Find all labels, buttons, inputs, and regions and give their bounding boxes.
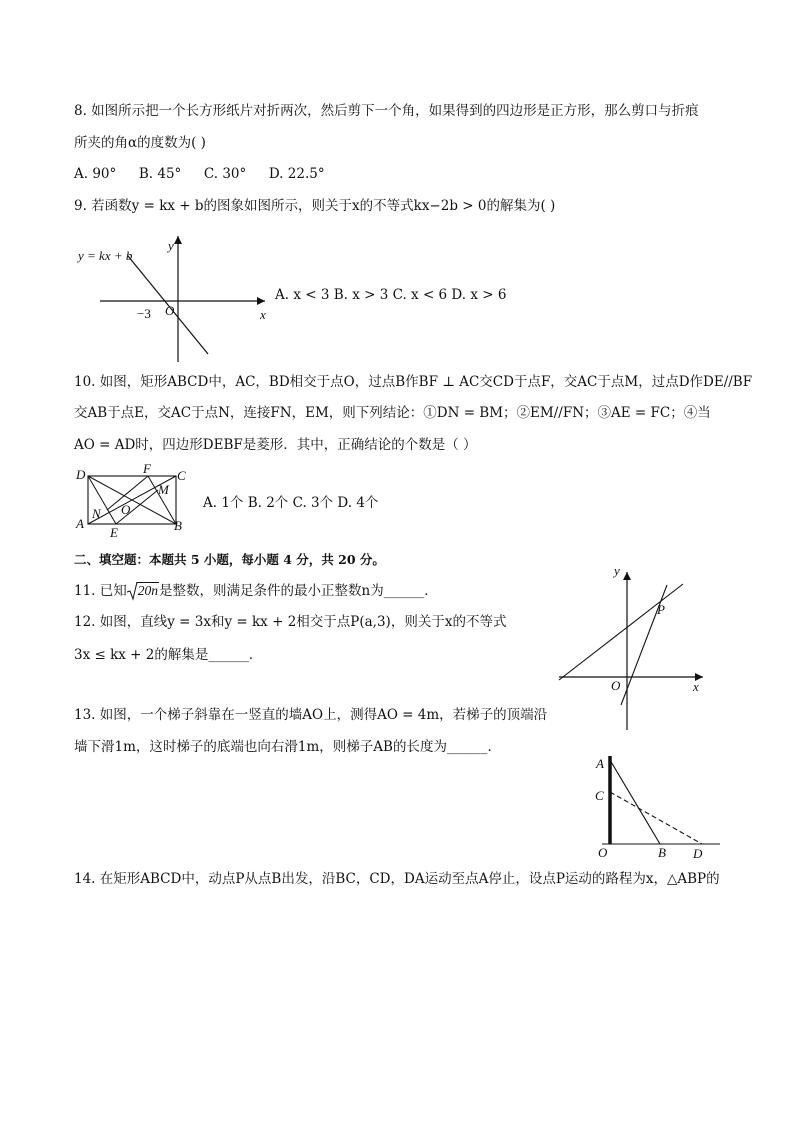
q10-label-e: E: [110, 525, 118, 540]
q8-option-d: D. 22.5°: [268, 166, 325, 182]
q13-label-b: B: [658, 845, 666, 860]
q11-radical-icon: [127, 581, 138, 601]
q13-label-o: O: [598, 845, 608, 860]
q10-label-o: O: [121, 502, 131, 517]
q13-label-a: A: [596, 756, 604, 771]
q13-ladder-ab: [610, 760, 660, 844]
q12-line-kx-b: [559, 584, 683, 680]
q13-label-d: D: [693, 846, 703, 860]
q13-ladder-figure: [590, 748, 725, 860]
q12-origin-label: O: [611, 678, 621, 693]
q9-x-arrow: [257, 297, 265, 305]
q10-label-b: B: [174, 518, 182, 533]
q9-origin-label: O: [165, 303, 175, 318]
q10-label-n: N: [92, 506, 101, 521]
q12-x-label: x: [693, 679, 699, 694]
q11-prefix: 11. 已知: [74, 583, 127, 599]
q13-line1: 13. 如图，一个梯子斜靠在一竖直的墙AO上，测得AO = 4m，若梯子的顶端沿: [74, 707, 548, 723]
q12-graph: [555, 560, 715, 735]
q9-stem: 9. 若函数y = kx + b的图象如图所示，则关于x的不等式kx−2b > 0的解集为( ): [74, 198, 556, 214]
q9-graph: [70, 226, 270, 368]
q9-intercept-label: −3: [137, 306, 151, 321]
q13-label-c: C: [595, 788, 604, 803]
q9-y-arrow: [174, 236, 182, 244]
q10-rectangle-figure: [72, 462, 192, 540]
q11-sqrt: [127, 582, 159, 600]
q10-label-f: F: [143, 462, 151, 476]
q8-option-b: B. 45°: [138, 166, 182, 182]
q13-line2: 墙下滑1m，这时梯子的底端也向右滑1m，则梯子AB的长度为______．: [74, 739, 501, 755]
q9-function-label: y = kx + b: [78, 248, 133, 263]
q12-line1: 12. 如图，直线y = 3x和y = kx + 2相交于点P(a,3)，则关于x的不等式: [74, 614, 507, 630]
q10-label-a: A: [76, 516, 84, 531]
q11-line: [74, 582, 438, 600]
q9-y-label: y: [168, 238, 174, 253]
q9-options: A. x < 3 B. x > 3 C. x < 6 D. x > 6: [275, 287, 507, 303]
q13-ladder-cd: [610, 792, 702, 844]
q8-option-a: A. 90°: [74, 166, 117, 182]
q10-label-d: D: [76, 467, 86, 482]
q10-label-c: C: [177, 468, 186, 483]
q8-line2: 所夹的角α的度数为( ): [74, 135, 206, 151]
q10-line3: AO = AD时，四边形DEBF是菱形．其中，正确结论的个数是（ ）: [74, 437, 477, 453]
q10-line2: 交AB于点E，交AC于点N，连接FN，EM，则下列结论：①DN = BM；②EM//FN；③AE = FC；④当: [74, 405, 711, 421]
q11-suffix: 是整数，则满足条件的最小正整数n为______．: [159, 583, 438, 599]
q10-line1: 10. 如图，矩形ABCD中，AC，BD相交于点O，过点B作BF ⊥ AC交CD于点F，交AC于点M，过点D作DE//BF: [74, 374, 753, 390]
q12-y-arrow: [623, 572, 631, 580]
q12-line2: 3x ≤ kx + 2的解集是______．: [74, 647, 263, 663]
q14-line1: 14. 在矩形ABCD中，动点P从点B出发，沿BC，CD，DA运动至点A停止，设点P运动的路程为x，△ABP的: [74, 871, 720, 887]
q8-options: [74, 165, 325, 183]
section2-title: 二、填空题：本题共 5 小题，每小题 4 分，共 20 分。: [74, 552, 385, 567]
q12-point-p-label: P: [657, 602, 665, 617]
q8-line1: 8. 如图所示把一个长方形纸片对折两次，然后剪下一个角，如果得到的四边形是正方形，那么剪口与折痕: [74, 103, 699, 119]
q12-y-label: y: [614, 563, 620, 578]
q10-label-m: M: [158, 482, 169, 497]
q10-options: A. 1个 B. 2个 C. 3个 D. 4个: [203, 495, 379, 511]
q8-option-c: C. 30°: [203, 166, 247, 182]
q11-radicand: 20n: [137, 583, 159, 598]
q9-x-label: x: [260, 307, 266, 322]
